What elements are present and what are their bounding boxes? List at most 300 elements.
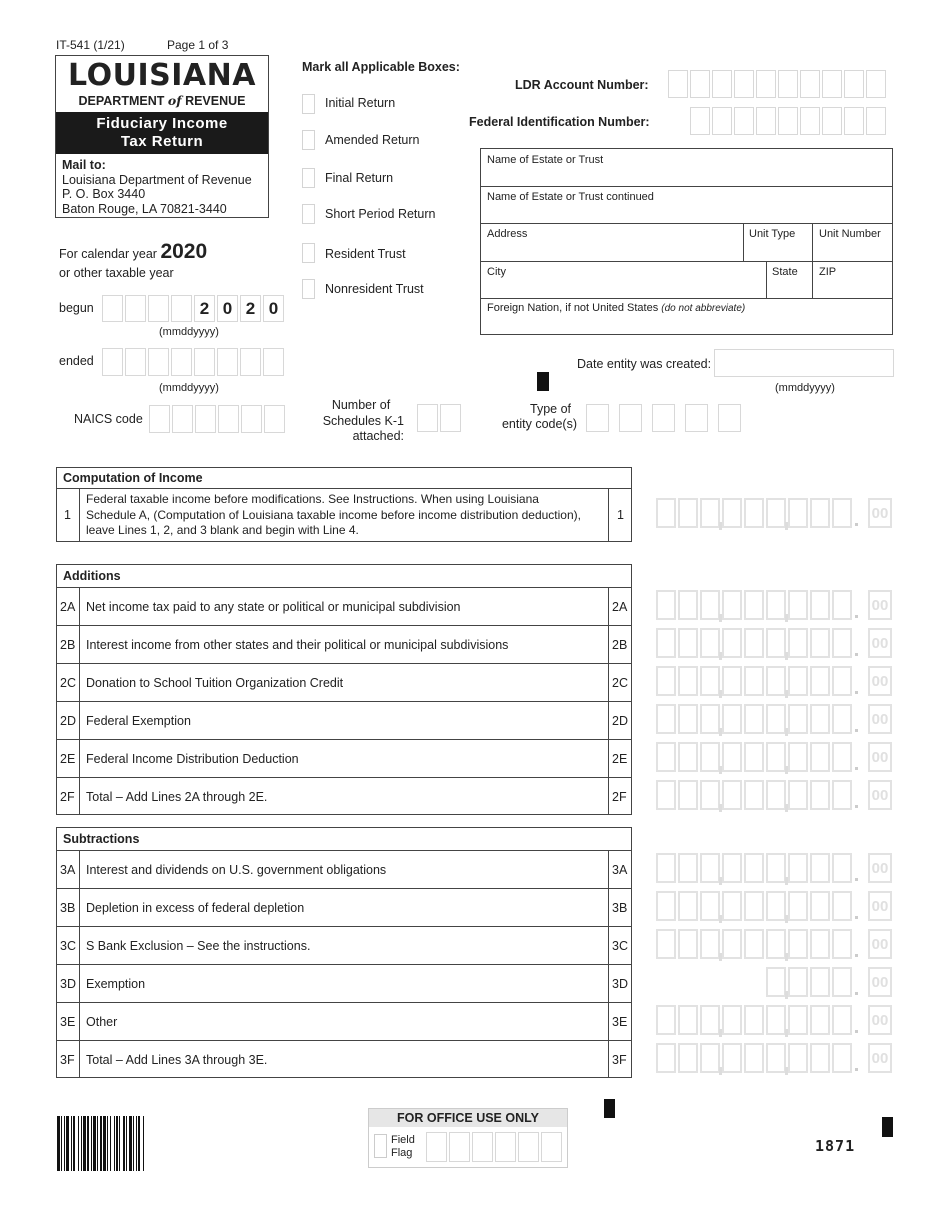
- line-number: 3D: [60, 977, 76, 991]
- thousands-separator: [785, 522, 788, 530]
- nonresident-trust-checkbox[interactable]: [302, 279, 315, 299]
- barcode-bar: [123, 1116, 125, 1171]
- amount-digit-box[interactable]: [700, 666, 720, 696]
- thousands-separator: [719, 804, 722, 812]
- amount-digit-box[interactable]: [656, 498, 676, 528]
- naics-code-field[interactable]: [149, 405, 287, 433]
- decimal-point: [855, 653, 858, 656]
- cents-box[interactable]: 00: [868, 704, 892, 734]
- cents-box[interactable]: 00: [868, 1043, 892, 1073]
- amount-digit-box[interactable]: [656, 1043, 676, 1073]
- line-description: Net income tax paid to any state or political or municipal subdivision: [86, 600, 461, 614]
- amount-digit-box[interactable]: [722, 891, 742, 921]
- line-description: Total – Add Lines 2A through 2E.: [86, 790, 268, 804]
- amount-digit-box[interactable]: [810, 742, 830, 772]
- line-description: Donation to School Tuition Organization Credit: [86, 676, 344, 690]
- line-number: 2E: [60, 752, 76, 766]
- k1-label: Number of Schedules K-1 attached:: [322, 398, 404, 443]
- computation-table: [56, 467, 632, 542]
- mail-to-block: Mail to: Louisiana Department of Revenue P. O. Box 3440 Baton Rouge, LA 70821-3440: [62, 158, 252, 216]
- amount-digit-box[interactable]: [766, 666, 786, 696]
- line-number: 2A: [60, 600, 76, 614]
- estate-name-field[interactable]: Name of Estate or Trust: [487, 154, 604, 166]
- amount-digit-box[interactable]: [700, 742, 720, 772]
- amount-digit-box[interactable]: [766, 590, 786, 620]
- line-description: S Bank Exclusion – See the instructions.: [86, 939, 311, 953]
- amount-digit-box[interactable]: [810, 967, 830, 997]
- cents-box[interactable]: 00: [868, 628, 892, 658]
- line-number: 2D: [60, 714, 76, 728]
- amount-digit-box[interactable]: [766, 929, 786, 959]
- cents-box[interactable]: 00: [868, 742, 892, 772]
- thousands-separator: [785, 877, 788, 885]
- amount-digit-box[interactable]: [700, 891, 720, 921]
- barcode-bar: [126, 1116, 127, 1171]
- logo-panel: [55, 55, 269, 218]
- initial-return-checkbox[interactable]: [302, 94, 315, 114]
- decimal-point: [855, 805, 858, 808]
- date-created-label: Date entity was created:: [577, 357, 712, 371]
- office-use-title: FOR OFFICE USE ONLY: [369, 1109, 567, 1127]
- amount-digit-box[interactable]: [766, 853, 786, 883]
- field-flag-checkbox[interactable]: [374, 1134, 387, 1158]
- amount-digit-box[interactable]: [832, 498, 852, 528]
- line-number-right: 1: [617, 508, 624, 522]
- amount-digit-box[interactable]: [788, 967, 808, 997]
- line-number-right: 3D: [612, 977, 628, 991]
- calendar-year: 2020: [160, 240, 208, 263]
- resident-trust-checkbox[interactable]: [302, 243, 315, 263]
- unit-type-field[interactable]: Unit Type: [749, 228, 796, 240]
- registration-mark: [537, 372, 549, 391]
- nonresident-trust-label: Nonresident Trust: [325, 282, 424, 296]
- begun-year-digit[interactable]: 2: [240, 295, 261, 322]
- line-number-right: 2E: [612, 752, 628, 766]
- amount-digit-box[interactable]: [678, 929, 698, 959]
- amount-digit-box[interactable]: [788, 929, 808, 959]
- entity-type-code-field[interactable]: [586, 404, 751, 432]
- amount-digit-box[interactable]: [744, 498, 764, 528]
- amount-digit-box[interactable]: [832, 628, 852, 658]
- thousands-separator: [719, 1029, 722, 1037]
- barcode-bar: [133, 1116, 134, 1171]
- barcode-bar: [66, 1116, 69, 1171]
- barcode-bar: [100, 1116, 102, 1171]
- barcode-bar: [103, 1116, 106, 1171]
- additions-title: Additions: [63, 569, 121, 583]
- amount-digit-box[interactable]: [722, 742, 742, 772]
- applicable-boxes-title: Mark all Applicable Boxes:: [302, 60, 460, 74]
- ldr-account-label: LDR Account Number:: [515, 78, 649, 92]
- amount-digit-box[interactable]: [678, 1043, 698, 1073]
- thousands-separator: [785, 690, 788, 698]
- line-number-right: 2F: [612, 790, 627, 804]
- amount-digit-box[interactable]: [656, 929, 676, 959]
- amount-digit-box[interactable]: [744, 628, 764, 658]
- form-id: IT-541 (1/21): [56, 38, 125, 52]
- cents-box[interactable]: 00: [868, 780, 892, 810]
- registration-mark: [604, 1099, 615, 1118]
- cents-box[interactable]: 00: [868, 1005, 892, 1035]
- city-field[interactable]: City: [487, 266, 506, 278]
- amount-digit-box[interactable]: [722, 780, 742, 810]
- amount-digit-box[interactable]: [810, 498, 830, 528]
- subtractions-title: Subtractions: [63, 832, 140, 846]
- amount-digit-box[interactable]: [788, 628, 808, 658]
- date-created-format-hint: (mmddyyyy): [775, 382, 835, 394]
- cents-box[interactable]: 00: [868, 891, 892, 921]
- address-field[interactable]: Address: [487, 228, 528, 240]
- thousands-separator: [719, 953, 722, 961]
- additions-table: [56, 564, 632, 815]
- amount-digit-box[interactable]: [766, 1043, 786, 1073]
- barcode-bar: [136, 1116, 137, 1171]
- barcode-bar: [93, 1116, 96, 1171]
- amount-digit-box[interactable]: [656, 704, 676, 734]
- line-description: Interest income from other states and their political or municipal subdivisions: [86, 638, 509, 652]
- barcode-bar: [87, 1116, 89, 1171]
- computation-title: Computation of Income: [63, 471, 203, 485]
- amount-digit-box[interactable]: [722, 628, 742, 658]
- ldr-account-field[interactable]: [668, 70, 888, 98]
- amount-digit-box[interactable]: [788, 590, 808, 620]
- thousands-separator: [719, 728, 722, 736]
- amount-digit-box[interactable]: [788, 498, 808, 528]
- barcode-bar: [61, 1116, 62, 1171]
- amount-digit-box[interactable]: [810, 704, 830, 734]
- line-number: 2B: [60, 638, 76, 652]
- amount-digit-box[interactable]: [788, 704, 808, 734]
- line-description: Federal Exemption: [86, 714, 191, 728]
- thousands-separator: [785, 614, 788, 622]
- amount-digit-box[interactable]: [744, 929, 764, 959]
- decimal-point: [855, 916, 858, 919]
- decimal-point: [855, 992, 858, 995]
- short-period-return-checkbox[interactable]: [302, 204, 315, 224]
- amount-digit-box[interactable]: [788, 1005, 808, 1035]
- subtractions-table: [56, 827, 632, 1078]
- decimal-point: [855, 767, 858, 770]
- ended-date-field[interactable]: [102, 348, 286, 376]
- barcode-bar: [110, 1116, 111, 1171]
- line-number-right: 2D: [612, 714, 628, 728]
- amount-digit-box[interactable]: [700, 780, 720, 810]
- thousands-separator: [785, 1067, 788, 1075]
- amount-digit-box[interactable]: [766, 628, 786, 658]
- amount-digit-box[interactable]: [722, 590, 742, 620]
- amount-digit-box[interactable]: [766, 967, 786, 997]
- barcode-bar: [107, 1116, 108, 1171]
- line-number-right: 3C: [612, 939, 628, 953]
- cents-box[interactable]: 00: [868, 853, 892, 883]
- foreign-nation-field[interactable]: Foreign Nation, if not United States (do not abbreviate): [487, 302, 746, 314]
- decimal-point: [855, 729, 858, 732]
- begun-year-digit[interactable]: 2: [194, 295, 215, 322]
- amount-digit-box[interactable]: [722, 1005, 742, 1035]
- amount-digit-box[interactable]: [832, 1005, 852, 1035]
- line-description: Interest and dividends on U.S. government obligations: [86, 863, 387, 877]
- amount-digit-box[interactable]: [656, 891, 676, 921]
- amount-digit-box[interactable]: [678, 891, 698, 921]
- amount-digit-box[interactable]: [678, 853, 698, 883]
- amount-digit-box[interactable]: [832, 891, 852, 921]
- amount-digit-box[interactable]: [722, 704, 742, 734]
- amount-digit-box[interactable]: [788, 666, 808, 696]
- amended-return-label: Amended Return: [325, 133, 420, 147]
- barcode-bar: [119, 1116, 120, 1171]
- decimal-point: [855, 878, 858, 881]
- estate-name-cont-field[interactable]: Name of Estate or Trust continued: [487, 191, 654, 203]
- line-number-right: 3F: [612, 1053, 627, 1067]
- amount-digit-box[interactable]: [810, 590, 830, 620]
- line-number: 3F: [60, 1053, 75, 1067]
- cents-box[interactable]: 00: [868, 929, 892, 959]
- cents-box[interactable]: 00: [868, 498, 892, 528]
- line-description: Federal Income Distribution Deduction: [86, 752, 299, 766]
- amount-digit-box[interactable]: [656, 1005, 676, 1035]
- amount-digit-box[interactable]: [700, 704, 720, 734]
- thousands-separator: [719, 915, 722, 923]
- amount-digit-box[interactable]: [744, 666, 764, 696]
- k1-count-field[interactable]: [417, 404, 463, 432]
- amount-digit-box[interactable]: [810, 780, 830, 810]
- entity-type-label: Type of entity code(s): [501, 402, 577, 431]
- amount-digit-box[interactable]: [788, 742, 808, 772]
- amount-digit-box[interactable]: [766, 498, 786, 528]
- line-number-right: 2A: [612, 600, 628, 614]
- amount-digit-box[interactable]: [810, 628, 830, 658]
- amount-digit-box[interactable]: [700, 590, 720, 620]
- begun-format-hint: (mmddyyyy): [159, 326, 219, 338]
- amount-digit-box[interactable]: [678, 498, 698, 528]
- amount-digit-box[interactable]: [744, 704, 764, 734]
- federal-id-field[interactable]: [690, 107, 888, 135]
- amount-digit-box[interactable]: [678, 1005, 698, 1035]
- barcode-bar: [97, 1116, 98, 1171]
- state-field[interactable]: State: [772, 266, 798, 278]
- barcode-bar: [71, 1116, 72, 1171]
- form-code: 1871: [815, 1137, 856, 1155]
- amount-digit-box[interactable]: [656, 780, 676, 810]
- amount-digit-box[interactable]: [722, 498, 742, 528]
- amount-digit-box[interactable]: [832, 780, 852, 810]
- other-taxable-year: or other taxable year: [59, 266, 174, 280]
- amount-digit-box[interactable]: [832, 704, 852, 734]
- amount-digit-box[interactable]: [656, 742, 676, 772]
- amount-digit-box[interactable]: [700, 628, 720, 658]
- final-return-checkbox[interactable]: [302, 168, 315, 188]
- line-number: 3A: [60, 863, 76, 877]
- line-number-right: 2B: [612, 638, 628, 652]
- amount-digit-box[interactable]: [722, 929, 742, 959]
- office-use-panel: [368, 1108, 568, 1168]
- short-period-return-label: Short Period Return: [325, 207, 436, 221]
- amount-digit-box[interactable]: [656, 590, 676, 620]
- state-name: LOUISIANA: [68, 58, 256, 93]
- zip-field[interactable]: ZIP: [819, 266, 837, 278]
- barcode-image: [56, 1116, 204, 1171]
- line-number: 1: [64, 508, 71, 522]
- amount-digit-box[interactable]: [832, 1043, 852, 1073]
- thousands-separator: [785, 1029, 788, 1037]
- final-return-label: Final Return: [325, 171, 394, 185]
- line-1-description: Federal taxable income before modifications. See Instructions. When using Louisiana Schedule A, (Computation of Louisiana taxable income before income distribution deduction), leave Lines 1, 2, and 3 blank and begin with Line 4.: [86, 492, 581, 537]
- amount-digit-box[interactable]: [744, 1043, 764, 1073]
- amount-digit-box[interactable]: [744, 780, 764, 810]
- barcode-bar: [83, 1116, 86, 1171]
- line-number: 2C: [60, 676, 76, 690]
- decimal-point: [855, 1030, 858, 1033]
- barcode-bar: [138, 1116, 140, 1171]
- cents-box[interactable]: 00: [868, 590, 892, 620]
- thousands-separator: [785, 991, 788, 999]
- amount-digit-box[interactable]: [656, 666, 676, 696]
- amount-digit-box[interactable]: [810, 853, 830, 883]
- line-number-right: 3B: [612, 901, 628, 915]
- amount-digit-box[interactable]: [810, 929, 830, 959]
- amount-digit-box[interactable]: [810, 666, 830, 696]
- barcode-bar: [129, 1116, 132, 1171]
- resident-trust-label: Resident Trust: [325, 247, 406, 261]
- amount-digit-box[interactable]: [832, 666, 852, 696]
- amount-digit-box[interactable]: [722, 1043, 742, 1073]
- office-use-field[interactable]: [426, 1132, 564, 1162]
- begun-label: begun: [59, 301, 94, 315]
- amount-digit-box[interactable]: [678, 704, 698, 734]
- begun-year-digit[interactable]: 0: [217, 295, 238, 322]
- amount-digit-box[interactable]: [832, 590, 852, 620]
- amount-digit-box[interactable]: [810, 1043, 830, 1073]
- barcode-bar: [57, 1116, 60, 1171]
- thousands-separator: [719, 877, 722, 885]
- amount-digit-box[interactable]: [832, 929, 852, 959]
- amount-digit-box[interactable]: [832, 853, 852, 883]
- amount-digit-box[interactable]: [766, 1005, 786, 1035]
- amount-digit-box[interactable]: [722, 666, 742, 696]
- cents-box[interactable]: 00: [868, 967, 892, 997]
- line-number: 2F: [60, 790, 75, 804]
- decimal-point: [855, 954, 858, 957]
- amount-digit-box[interactable]: [766, 742, 786, 772]
- amount-digit-box[interactable]: [744, 1005, 764, 1035]
- amended-return-checkbox[interactable]: [302, 130, 315, 150]
- page-indicator: Page 1 of 3: [167, 38, 229, 52]
- amount-digit-box[interactable]: [678, 666, 698, 696]
- amount-digit-box[interactable]: [722, 853, 742, 883]
- cents-box[interactable]: 00: [868, 666, 892, 696]
- form-title-bar: Fiduciary Income Tax Return: [56, 112, 268, 154]
- line-number: 3E: [60, 1015, 76, 1029]
- calendar-year-line: For calendar year 2020: [59, 240, 208, 263]
- amount-digit-box[interactable]: [766, 780, 786, 810]
- amount-digit-box[interactable]: [700, 929, 720, 959]
- department-name: DEPARTMENT of REVENUE: [78, 93, 246, 108]
- amount-digit-box[interactable]: [678, 628, 698, 658]
- thousands-separator: [719, 614, 722, 622]
- barcode-bar: [116, 1116, 118, 1171]
- line-number-right: 2C: [612, 676, 628, 690]
- amount-digit-box[interactable]: [678, 742, 698, 772]
- amount-digit-box[interactable]: [678, 590, 698, 620]
- barcode-bar: [64, 1116, 65, 1171]
- barcode-bar: [73, 1116, 75, 1171]
- thousands-separator: [785, 953, 788, 961]
- decimal-point: [855, 1068, 858, 1071]
- decimal-point: [855, 523, 858, 526]
- amount-digit-box[interactable]: [788, 891, 808, 921]
- amount-digit-box[interactable]: [678, 780, 698, 810]
- thousands-separator: [785, 728, 788, 736]
- thousands-separator: [719, 690, 722, 698]
- line-description: Depletion in excess of federal depletion: [86, 901, 305, 915]
- field-flag-label: Field Flag: [391, 1134, 415, 1159]
- ended-label: ended: [59, 354, 94, 368]
- thousands-separator: [785, 652, 788, 660]
- decimal-point: [855, 691, 858, 694]
- amount-digit-box[interactable]: [656, 628, 676, 658]
- barcode-bar: [143, 1116, 144, 1171]
- decimal-point: [855, 615, 858, 618]
- line-number-right: 3E: [612, 1015, 628, 1029]
- amount-digit-box[interactable]: [744, 853, 764, 883]
- barcode-bar: [91, 1116, 92, 1171]
- amount-digit-box[interactable]: [788, 1043, 808, 1073]
- thousands-separator: [785, 915, 788, 923]
- amount-digit-box[interactable]: [744, 590, 764, 620]
- thousands-separator: [719, 766, 722, 774]
- thousands-separator: [719, 652, 722, 660]
- address-block: [480, 148, 893, 335]
- ended-format-hint: (mmddyyyy): [159, 382, 219, 394]
- naics-label: NAICS code: [74, 412, 143, 426]
- amount-digit-box[interactable]: [766, 704, 786, 734]
- amount-digit-box[interactable]: [788, 853, 808, 883]
- registration-mark: [882, 1117, 893, 1137]
- amount-digit-box[interactable]: [700, 1005, 720, 1035]
- line-description: Total – Add Lines 3A through 3E.: [86, 1053, 268, 1067]
- amount-digit-box[interactable]: [700, 853, 720, 883]
- barcode-bar: [78, 1116, 79, 1171]
- amount-digit-box[interactable]: [810, 891, 830, 921]
- initial-return-label: Initial Return: [325, 96, 396, 110]
- barcode-bar: [81, 1116, 82, 1171]
- line-number: 3C: [60, 939, 76, 953]
- amount-digit-box[interactable]: [788, 780, 808, 810]
- thousands-separator: [785, 766, 788, 774]
- thousands-separator: [785, 804, 788, 812]
- barcode-bar: [114, 1116, 115, 1171]
- amount-digit-box[interactable]: [832, 967, 852, 997]
- line-description: Exemption: [86, 977, 146, 991]
- date-created-field[interactable]: [714, 349, 894, 377]
- amount-digit-box[interactable]: [766, 891, 786, 921]
- federal-id-label: Federal Identification Number:: [469, 115, 650, 129]
- amount-digit-box[interactable]: [656, 853, 676, 883]
- amount-digit-box[interactable]: [810, 1005, 830, 1035]
- amount-digit-box[interactable]: [744, 742, 764, 772]
- begun-year-digit[interactable]: 0: [263, 295, 284, 322]
- barcode: [56, 1116, 204, 1171]
- amount-digit-box[interactable]: [832, 742, 852, 772]
- begun-date-field[interactable]: [102, 295, 286, 322]
- unit-number-field[interactable]: Unit Number: [819, 228, 881, 240]
- thousands-separator: [719, 522, 722, 530]
- line-number-right: 3A: [612, 863, 628, 877]
- amount-digit-box[interactable]: [744, 891, 764, 921]
- amount-digit-box[interactable]: [700, 498, 720, 528]
- line-description: Other: [86, 1015, 118, 1029]
- amount-digit-box[interactable]: [700, 1043, 720, 1073]
